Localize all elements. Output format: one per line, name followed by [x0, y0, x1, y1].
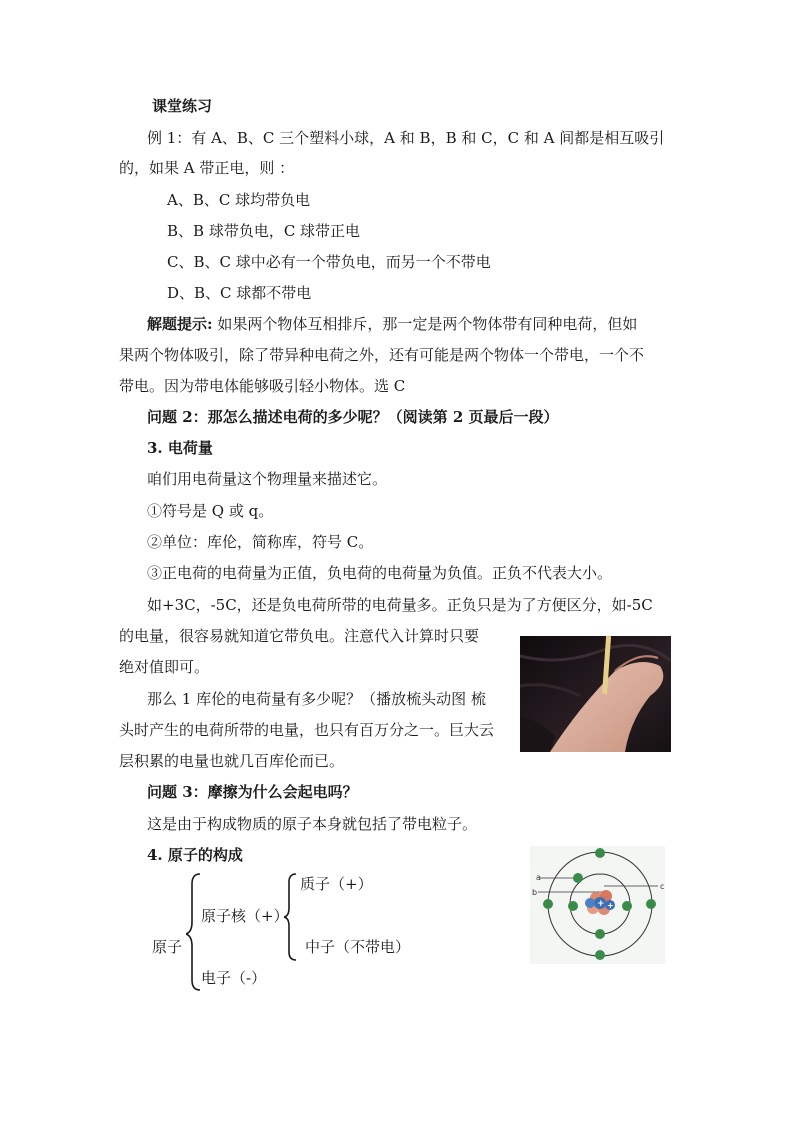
section3-heading: 3. 电荷量	[147, 439, 213, 457]
question3: 问题 3：摩擦为什么会起电吗？	[147, 783, 358, 801]
question2: 问题 2：那怎么描述电荷的多少呢？（阅读第 2 页最后一段）	[147, 408, 559, 426]
para2-line3: 层积累的电量也就几百库伦而已。	[119, 752, 345, 770]
atom-label: 原子	[152, 938, 183, 956]
label-a: a	[536, 873, 541, 882]
combing-photo-drawing	[520, 636, 671, 752]
hint-line2: 果两个物体吸引，除了带异种电荷之外，还有可能是两个物体一个带电，一个不	[119, 346, 645, 364]
hint-line3: 带电。因为带电体能够吸引轻小物体。选 C	[119, 377, 406, 395]
section-title: 课堂练习	[152, 97, 213, 115]
para1-line1: 如+3C，-5C，还是负电荷所带的电荷量多。正负只是为了方便区分，如-5C	[147, 596, 653, 614]
combing-photo	[520, 636, 671, 752]
point-unit: ②单位：库伦，简称库，符号 C。	[147, 533, 374, 551]
option-b: B、B 球带负电，C 球带正电	[167, 222, 361, 240]
proton-sign: +	[597, 899, 605, 909]
para2-line1: 那么 1 库伦的电荷量有多少呢？（播放梳头动图 梳	[147, 690, 486, 708]
option-d: D、B、C 球都不带电	[167, 284, 312, 302]
option-c: C、B、C 球中必有一个带负电，而另一个不带电	[167, 253, 491, 271]
proton-label: 质子（+）	[300, 875, 373, 893]
label-b: b	[532, 888, 538, 897]
para1-line3: 绝对值即可。	[119, 658, 210, 676]
section3-intro: 咱们用电荷量这个物理量来描述它。	[147, 470, 388, 488]
atom-brace	[186, 872, 202, 992]
hint-label: 解题提示:	[147, 315, 213, 333]
atom-diagram	[530, 846, 665, 964]
section4-heading: 4. 原子的构成	[147, 846, 243, 864]
nucleus-brace	[284, 872, 298, 962]
hint-text1: 如果两个物体互相排斥，那一定是两个物体带有同种电荷，但如	[212, 315, 638, 333]
para2-line2: 头时产生的电荷所带的电量，也只有百万分之一。巨大云	[119, 721, 495, 739]
nucleus-label: 原子核（+）	[201, 907, 289, 925]
hint-line1	[147, 314, 637, 334]
neutron-label: 中子（不带电）	[305, 938, 411, 956]
para1-line2: 的电量，很容易就知道它带负电。注意代入计算时只要	[119, 627, 480, 645]
atom-diagram-drawing	[530, 846, 665, 964]
label-c: c	[660, 882, 665, 891]
example1-line1: 例 1：有 A、B、C 三个塑料小球，A 和 B，B 和 C，C 和 A 间都是相互吸引	[147, 129, 665, 147]
point-symbol: ①符号是 Q 或 q。	[147, 502, 274, 520]
proton-sign-2: +	[607, 901, 614, 910]
question3-answer: 这是由于构成物质的原子本身就包括了带电粒子。	[147, 815, 478, 833]
point-sign: ③正电荷的电荷量为正值，负电荷的电荷量为负值。正负不代表大小。	[147, 564, 613, 582]
example1-line2: 的，如果 A 带正电，则 ：	[119, 159, 295, 177]
electron-label: 电子（-）	[201, 969, 267, 987]
option-a: A、B、C 球均带负电	[167, 191, 311, 209]
